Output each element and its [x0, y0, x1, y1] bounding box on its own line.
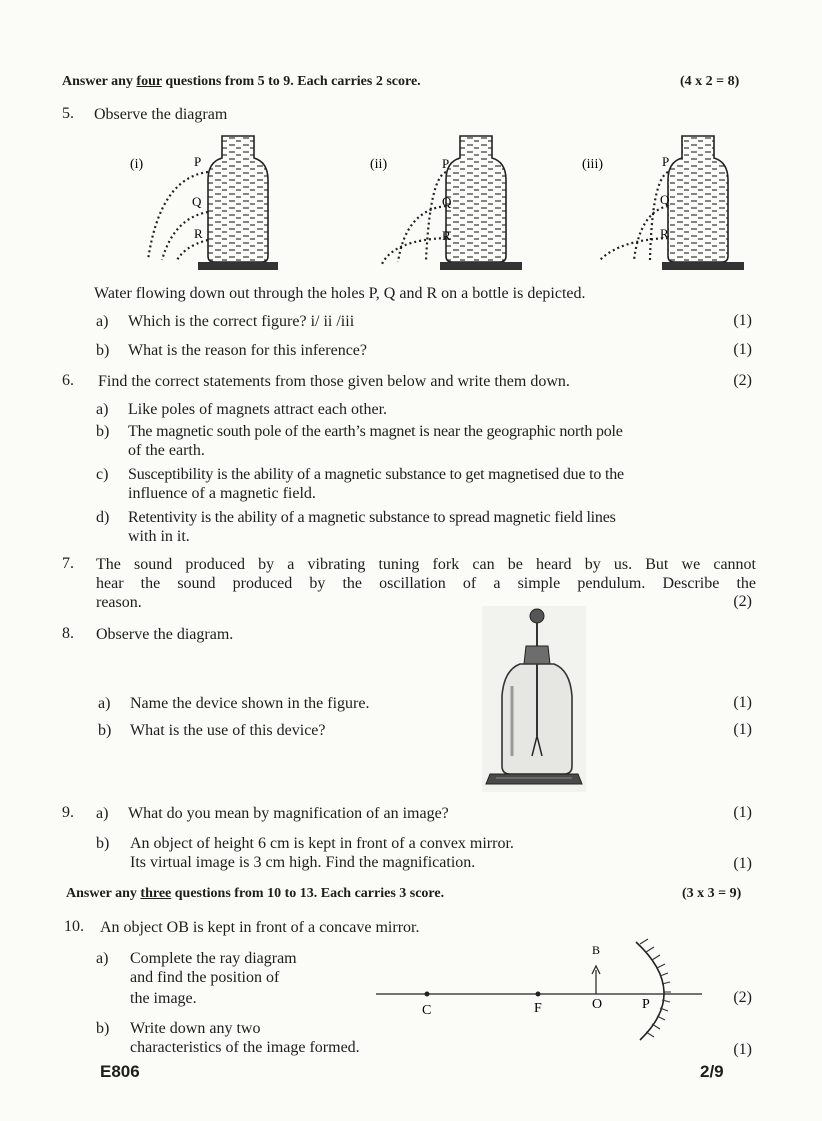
question-number-7: 7. [62, 555, 74, 572]
label-o: O [592, 997, 603, 1012]
label-c: C [422, 1003, 432, 1018]
question-10a-line1: Complete the ray diagram [130, 950, 297, 967]
bottle-figures [130, 128, 750, 276]
section-count-2: three [140, 886, 172, 901]
bottle-figure-iii [600, 136, 744, 270]
question-5-caption: Water flowing down out through the holes P, Q and R on a bottle is depicted. [94, 285, 586, 302]
question-10-text: An object OB is kept in front of a concave mirror. [100, 919, 420, 936]
question-10a-line2: and find the position of [130, 969, 280, 986]
section-heading-2: Answer any three questions from 10 to 13. Each carries 3 score. [66, 886, 445, 901]
svg-text:P: P [442, 156, 450, 171]
question-6b-line2: of the earth. [128, 442, 205, 459]
question-6c-label: c) [96, 466, 109, 483]
question-5b-mark: (1) [733, 341, 752, 358]
paper-code: E806 [100, 1062, 140, 1081]
question-8a-text: Name the device shown in the figure. [130, 695, 370, 712]
question-9a-mark: (1) [733, 804, 752, 821]
question-9b-mark: (1) [733, 855, 752, 872]
question-9b-line2: Its virtual image is 3 cm high. Find the magnification. [130, 854, 476, 871]
question-8b-label: b) [98, 722, 112, 739]
question-6c-line1: Susceptibility is the ability of a magnetic substance to get magnetised due to the [128, 466, 624, 483]
svg-text:R: R [442, 228, 451, 243]
question-6c-line2: influence of a magnetic field. [128, 485, 316, 502]
question-5b-label: b) [96, 342, 110, 359]
question-5a-text: Which is the correct figure? i/ ii /iii [128, 313, 355, 330]
question-5-text: Observe the diagram [94, 106, 228, 123]
question-9b-line1: An object of height 6 cm is kept in front of a convex mirror. [130, 835, 514, 852]
question-10b-line1: Write down any two [130, 1020, 261, 1037]
concave-mirror [636, 942, 664, 1040]
label-p: P [642, 997, 650, 1012]
question-8-text: Observe the diagram. [96, 626, 234, 643]
label-b: B [592, 943, 601, 957]
question-6d-label: d) [96, 509, 110, 526]
question-6d-line2: with in it. [128, 528, 190, 545]
question-7-line2: hear the sound produced by the oscillation of a simple pendulum. Describe the [96, 575, 756, 592]
question-7-line3: reason. [96, 594, 142, 611]
svg-text:Q: Q [660, 192, 670, 207]
question-6d-line1: Retentivity is the ability of a magnetic substance to spread magnetic field lines [128, 509, 616, 526]
point-c [425, 992, 430, 997]
concave-mirror-diagram [370, 932, 710, 1044]
svg-text:Q: Q [442, 194, 452, 209]
question-10a-mark: (2) [733, 989, 752, 1006]
question-number-9: 9. [62, 804, 74, 821]
fig-label-i: (i) [130, 157, 144, 172]
question-10a-line3: the image. [130, 990, 197, 1007]
question-6a-label: a) [96, 401, 109, 418]
question-8a-label: a) [98, 695, 111, 712]
question-7-mark: (2) [733, 593, 752, 610]
question-5a-label: a) [96, 313, 109, 330]
question-6-text: Find the correct statements from those given below and write them down. [98, 373, 570, 390]
fig-label-ii: (ii) [370, 157, 388, 172]
point-f [536, 992, 541, 997]
question-8a-mark: (1) [733, 694, 752, 711]
question-9a-label: a) [96, 805, 109, 822]
svg-text:R: R [194, 226, 203, 241]
question-number-10: 10. [64, 918, 84, 935]
question-6b-label: b) [96, 423, 110, 440]
question-number-8: 8. [62, 625, 74, 642]
bottle-figure-ii [382, 136, 522, 270]
section-marks-2: (3 x 3 = 9) [682, 886, 742, 901]
question-number-6: 6. [62, 372, 74, 389]
question-10a-label: a) [96, 950, 109, 967]
question-5b-text: What is the reason for this inference? [128, 342, 368, 359]
label-f: F [534, 1001, 542, 1016]
page-number: 2/9 [700, 1062, 724, 1081]
question-number-5: 5. [62, 105, 74, 122]
question-6a-text: Like poles of magnets attract each other. [128, 401, 388, 418]
section-heading-1: Answer any four questions from 5 to 9. Each carries 2 score. [62, 74, 421, 89]
electroscope-figure [482, 606, 586, 792]
svg-text:P: P [194, 154, 202, 169]
fig-label-iii: (iii) [582, 157, 603, 172]
bottle-figure-i [148, 136, 278, 270]
question-5a-mark: (1) [733, 312, 752, 329]
question-8b-text: What is the use of this device? [130, 722, 326, 739]
question-9b-label: b) [96, 835, 110, 852]
question-6-mark: (2) [733, 372, 752, 389]
svg-text:Q: Q [192, 194, 202, 209]
section-count: four [136, 74, 162, 89]
question-7-line1: The sound produced by a vibrating tuning fork can be heard by us. But we cannot [96, 556, 756, 573]
svg-text:P: P [662, 154, 670, 169]
question-10b-mark: (1) [733, 1041, 752, 1058]
question-6b-line1: The magnetic south pole of the earth’s magnet is near the geographic north pole [128, 423, 623, 440]
question-10b-line2: characteristics of the image formed. [130, 1039, 360, 1056]
question-9a-text: What do you mean by magnification of an image? [128, 805, 449, 822]
question-8b-mark: (1) [733, 721, 752, 738]
question-10b-label: b) [96, 1020, 110, 1037]
svg-text:R: R [660, 226, 669, 241]
section-marks-1: (4 x 2 = 8) [680, 74, 740, 89]
